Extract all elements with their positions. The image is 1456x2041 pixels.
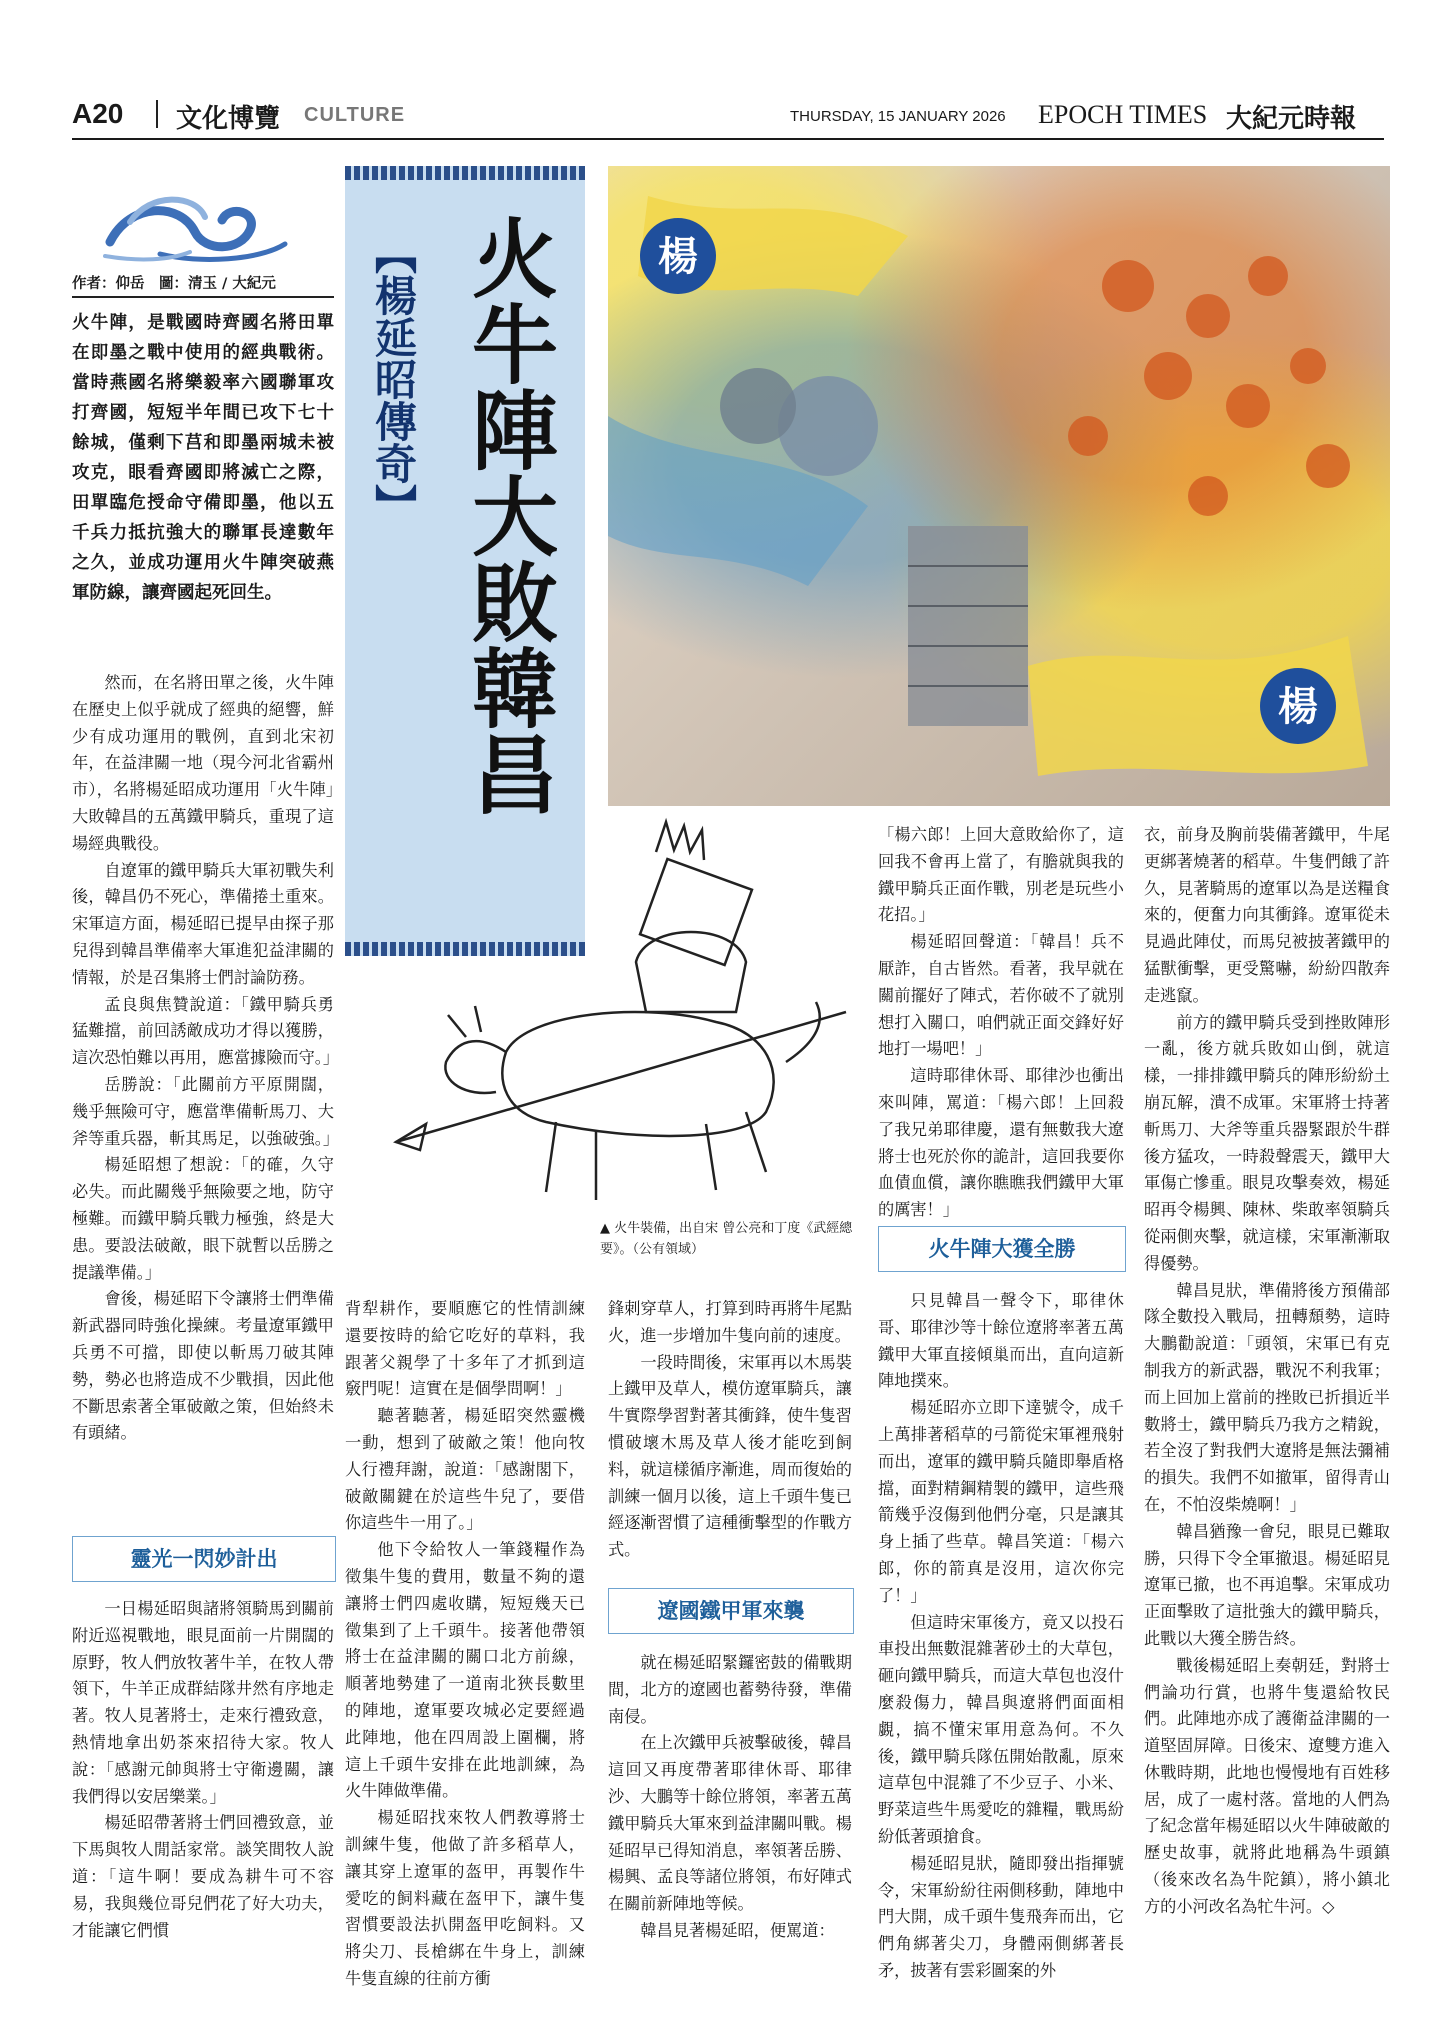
- paragraph: 衣，前身及胸前裝備著鐵甲，牛尾更綁著燒著的稻草。牛隻們餓了許久，見著騎馬的遼軍以為是送糧食來的，便奮力向其衝鋒。遼軍從未見過此陣仗，而馬兒被披著鐵甲的猛獸衝擊，更受驚嚇，紛紛四散奔走逃竄。: [1144, 825, 1390, 1005]
- body-column-4b: [878, 1288, 1124, 1985]
- series-title: 【楊延昭傳奇】: [369, 232, 418, 526]
- paragraph: 前方的鐵甲騎兵受到挫敗陣形一亂，後方就兵敗如山倒，就這樣，一排排鐵甲騎兵的陣形紛紛土崩瓦解，潰不成軍。宋軍將士持著斬馬刀、大斧等重兵器緊跟於牛群後方猛攻，一時殺聲震天，鐵甲大軍傷亡慘重。眼見攻擊奏效，楊延昭再令楊興、陳林、柴敢率領騎兵從兩側夾擊，就這樣，宋軍漸漸取得優勢。: [1144, 1012, 1390, 1273]
- paragraph: 這時耶律休哥、耶律沙也衝出來叫陣，罵道：「楊六郎！上回殺了我兄弟耶律慶，還有無數我大遼將士也死於你的詭計，這回我要你血債血償，讓你瞧瞧我們鐵甲大軍的厲害！」: [878, 1066, 1124, 1220]
- paragraph: 楊延昭回聲道：「韓昌！兵不厭詐，自古皆然。看著，我早就在關前擺好了陣式，若你破不了就別想打入關口，咱們就正面交鋒好好地打一場吧！」: [878, 932, 1124, 1059]
- issue-date: THURSDAY, 15 JANUARY 2026: [790, 108, 1006, 125]
- paragraph: 聽著聽著，楊延昭突然靈機一動，想到了破敵之策！他向牧人行禮拜謝，說道：「感謝閣下，破敵關鍵在於這些牛兒了，要借你這些牛一用了。」: [345, 1406, 585, 1533]
- subheading: 遼國鐵甲軍來襲: [608, 1588, 854, 1634]
- paragraph: 一段時間後，宋軍再以木馬裝上鐵甲及草人，模仿遼軍騎兵，讓牛實際學習對著其衝鋒，使牛隻習慣破壞木馬及草人後才能吃到飼料，就這樣循序漸進，周而復始的訓練一個月以後，這上千頭牛隻已經逐漸習慣了這種衝擊型的作戰方式。: [608, 1352, 852, 1560]
- paragraph: 然而，在名將田單之後，火牛陣在歷史上似乎就成了經典的絕響，鮮少有成功運用的戰例，直到北宋初年，在益津關一地（現今河北省霸州市），名將楊延昭成功運用「火牛陣」大敗韓昌的五萬鐵甲騎兵，重現了這場經典戰役。: [72, 673, 334, 853]
- headline: 火牛陣大敗韓昌: [457, 214, 558, 816]
- body-column-5: [1144, 822, 1390, 1921]
- subheading: 靈光一閃妙計出: [72, 1536, 336, 1582]
- body-column-3b: [608, 1650, 852, 1945]
- masthead-cn: 大紀元時報: [1226, 104, 1357, 134]
- paragraph: 「楊六郎！上回大意敗給你了，這回我不會再上當了，有膽就與我的鐵甲騎兵正面作戰，別老是玩些小花招。」: [878, 825, 1124, 925]
- paragraph: 鋒刺穿草人，打算到時再將牛尾點火，進一步增加牛隻向前的速度。: [608, 1299, 852, 1345]
- paragraph: 會後，楊延昭下令讓將士們準備新武器同時強化操練。考量遼軍鐵甲兵勇不可擋，即使以斬馬刀破其陣勢，勢必也將造成不少戰損，因此他不斷思索著全軍破敵之策，但始終未有頭緒。: [72, 1289, 334, 1443]
- paragraph: 楊延昭亦立即下達號令，成千上萬排著稻草的弓箭從宋軍裡飛射而出，遼軍的鐵甲騎兵隨即舉盾格擋，面對精鋼精製的鐵甲，這些飛箭幾乎沒傷到他們分毫，只是讓其身上插了些草。韓昌笑道：「楊六郎，你的箭真是沒用，這次你完了！」: [878, 1398, 1124, 1605]
- body-column-1: [72, 670, 340, 1447]
- page-number: A20: [72, 98, 124, 129]
- section-name-en: CULTURE: [304, 104, 406, 126]
- paragraph: 在上次鐵甲兵被擊破後，韓昌這回又再度帶著耶律休哥、耶律沙、大鵬等十餘位將領，率著五萬鐵甲騎兵大軍來到益津關叫戰。楊延昭早已得知消息，率領著岳勝、楊興、孟良等諸位將領，布好陣式在關前新陣地等候。: [608, 1733, 852, 1914]
- paragraph: 韓昌見狀，準備將後方預備部隊全數投入戰局，扭轉頹勢，這時大鵬勸說道：「頭領，宋軍已有克制我方的新武器，戰況不利我軍；而上回加上當前的挫敗已折損近半數將士，鐵甲騎兵乃我方之精銳，若全沒了對我們大遼將是無法彌補的損失。我們不如撤軍，留得青山在，不怕沒柴燒啊！」: [1144, 1280, 1390, 1514]
- paragraph: 楊延昭找來牧人們教導將士訓練牛隻，他做了許多稻草人，讓其穿上遼軍的盔甲，再製作牛愛吃的飼料藏在盔甲下，讓牛隻習慣要設法扒開盔甲吃飼料。又將尖刀、長槍綁在牛身上，訓練牛隻直線的往前方衝: [345, 1808, 585, 1988]
- body-column-2: [345, 1296, 585, 1993]
- byline: 作者：仰岳 圖：清玉 / 大紀元: [72, 276, 276, 292]
- meander-border: [345, 166, 585, 180]
- paragraph: 岳勝說：「此關前方平原開闊，幾乎無險可守，應當準備斬馬刀、大斧等重兵器，斬其馬足，以強破強。」: [72, 1074, 340, 1148]
- body-column-3: [608, 1296, 852, 1564]
- paragraph: 就在楊延昭緊鑼密鼓的備戰期間，北方的遼國也蓄勢待發，準備南侵。: [608, 1653, 852, 1726]
- paragraph: 韓昌猶豫一會兒，眼見已難取勝，只得下令全軍撤退。楊延昭見遼軍已撤，也不再追擊。宋軍成功正面擊敗了這批強大的鐵甲騎兵，此戰以大獲全勝告終。: [1144, 1521, 1390, 1648]
- header-rule: [72, 138, 1384, 140]
- paragraph: 只見韓昌一聲令下，耶律休哥、耶律沙等十餘位遼將率著五萬鐵甲大軍直接傾巢而出，直向這新陣地撲來。: [878, 1291, 1124, 1391]
- paragraph: 他下令給牧人一筆錢糧作為徵集牛隻的費用，數量不夠的還讓將士們四處收購，短短幾天已徵集到了上千頭牛。接著他帶領將士在益津關的關口北方前線，順著地勢建了一道南北狹長數里的陣地，遼軍要攻城必定要經過此陣地，他在四周設上圍欄，將這上千頭牛安排在此地訓練，為火牛陣做準備。: [345, 1540, 585, 1801]
- paragraph: 背犁耕作，要順應它的性情訓練還要按時的給它吃好的草料，我跟著父親學了十多年了才抓到這竅門呢！這實在是個學問啊！」: [345, 1299, 585, 1399]
- paragraph: 戰後楊延昭上奏朝廷，對將士們論功行賞，也將牛隻還給牧民們。此陣地亦成了護衛益津關的一道堅固屏障。日後宋、遼雙方進入休戰時期，此地也慢慢地有百姓移居，成了一處村落。當地的人們為了紀念當年楊延昭以火牛陣破敵的歷史故事，就將此地稱為牛頭鎮（後來改名為牛陀鎮），將小鎮北方的小河改名為牤牛河。◇: [1144, 1655, 1390, 1916]
- lead-paragraph: 火牛陣，是戰國時齊國名將田單在即墨之戰中使用的經典戰術。當時燕國名將樂毅率六國聯軍攻打齊國，短短半年間已攻下七十餘城，僅剩下莒和即墨兩城未被攻克，眼看齊國即將滅亡之際，田單臨危授命守備即墨，他以五千兵力抵抗強大的聯軍長達數年之久，並成功運用火牛陣突破燕軍防線，讓齊國起死回生。: [72, 313, 334, 603]
- section-name: 文化博覽: [176, 104, 281, 134]
- paragraph: 楊延昭見狀，隨即發出指揮號令，宋軍紛紛往兩側移動，陣地中門大開，成千頭牛隻飛奔而出，它們角綁著尖刀，身體兩側綁著長矛，披著有雲彩圖案的外: [878, 1853, 1124, 1980]
- paragraph: 但這時宋軍後方，竟又以投石車投出無數混雜著砂土的大草包，砸向鐵甲騎兵，而這大草包也沒什麼殺傷力，韓昌與遼將們面面相覷，搞不懂宋軍用意為何。不久後，鐵甲騎兵隊伍開始散亂，原來這草包中混雜了不少豆子、小米、野菜這些牛馬愛吃的雜糧，戰馬紛紛低著頭搶食。: [878, 1612, 1124, 1846]
- paragraph: 楊延昭帶著將士們回禮致意，並下馬與牧人閒話家常。談笑間牧人說道：「這牛啊！要成為耕牛可不容易，我與幾位哥兒們花了好大功夫，才能讓它們慣: [72, 1813, 334, 1940]
- paragraph: 楊延昭想了想說：「的確，久守必失。而此關幾乎無險要之地，防守極難。而鐵甲騎兵戰力極強，終是大患。要設法破敵，眼下就暫以岳勝之提議準備。」: [72, 1155, 334, 1282]
- image-caption: ▲ 火牛裝備，出自宋 曾公亮和丁度《武經總要》。（公有領域）: [600, 1221, 853, 1257]
- paragraph: 韓昌見著楊延昭，便罵道：: [640, 1920, 835, 1940]
- body-column-1b: [72, 1596, 334, 1944]
- byline-rule: [72, 296, 334, 298]
- masthead-en: EPOCH TIMES: [1038, 100, 1208, 129]
- battle-scene-image: [608, 166, 1390, 806]
- fire-ox-woodcut-image: [386, 812, 866, 1232]
- banner-glyph: 楊: [1278, 683, 1318, 730]
- illustration-painting: [608, 166, 1390, 806]
- banner-glyph: 楊: [658, 233, 698, 280]
- body-column-4: [878, 822, 1124, 1224]
- subheading: 火牛陣大獲全勝: [878, 1226, 1126, 1272]
- header-divider: [156, 100, 158, 128]
- paragraph: 自遼軍的鐵甲騎兵大軍初戰失利後，韓昌仍不死心，準備捲土重來。宋軍這方面，楊延昭已提早由探子那兒得到韓昌準備率大軍進犯益津關的情報，於是召集將士們討論防務。: [72, 860, 334, 987]
- paragraph: 一日楊延昭與諸將領騎馬到關前附近巡視戰地，眼見面前一片開闊的原野，牧人們放牧著牛羊，在牧人帶領下，牛羊正成群結隊井然有序地走著。牧人見著將士，走來行禮致意，熱情地拿出奶茶來招待大家。牧人說：「感謝元帥與將士守衛邊關，讓我們得以安居樂業。」: [72, 1599, 334, 1806]
- paragraph: 孟良與焦贊說道：「鐵甲騎兵勇猛難擋，前回誘敵成功才得以獲勝，這次恐怕難以再用，應當據險而守。」: [72, 994, 340, 1068]
- cloud-ornament-icon: [100, 182, 290, 266]
